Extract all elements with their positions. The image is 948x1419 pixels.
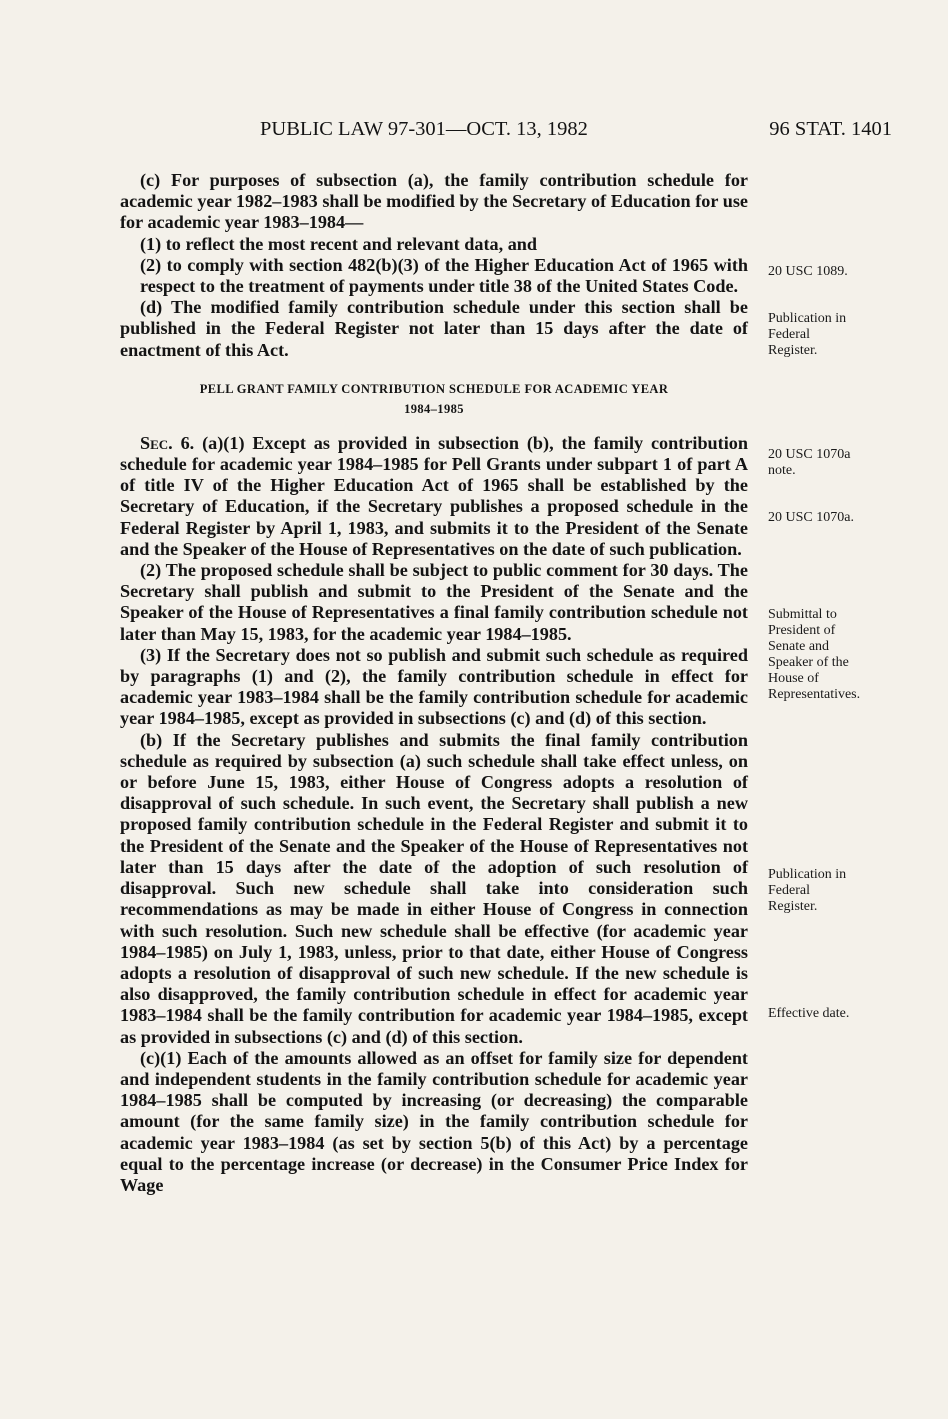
stat-citation: 96 STAT. 1401 [769, 118, 892, 140]
paragraph-c: (c) For purposes of subsection (a), the family contribution schedule for academic year 1982–1983 shall be modified by the Secretary of Education for use for academic year 1983–1984— [120, 170, 748, 233]
margin-note-line: Publication in [768, 311, 847, 326]
margin-note-text: 20 USC 1089. [768, 264, 848, 279]
margin-note-line: Submittal to [768, 607, 837, 622]
section-heading-line-2: 1984–1985 [404, 401, 464, 416]
paragraph-d: (d) The modified family contribution schedule under this section shall be published in the Federal Register not later than 15 days after the date of enactment of this Act. [120, 297, 748, 360]
page-header [120, 118, 892, 146]
margin-note-line: Representatives. [768, 687, 861, 702]
margin-note-publication-1 [768, 311, 908, 359]
section-6-a-1-text: (a)(1) Except as provided in subsection (b), the family contribution schedule for academic year 1984–1985 for Pell Grants under subpart 1 of part A of title IV of the Higher Education Act of 1965 shall be established by the Secretary of Education, if the Secretary publishes a proposed schedule in the Federal Register by April 1, 1983, and submits it to the President of the Senate and the Speaker of the House of Representatives on the date of such publication. [120, 432, 748, 559]
margin-note-effective-date [768, 1006, 908, 1022]
section-6-b: (b) If the Secretary publishes and submits the final family contribution schedule as required by subsection (a) such schedule shall take effect unless, on or before June 15, 1983, either House of Congress adopts a resolution of disapproval of such schedule. In such event, the Secretary shall publish a new proposed family contribution schedule in the Federal Register and submit it to the President of the Senate and the Speaker of the House of Representatives not later than 15 days after the date of the adoption of such resolution of disapproval. Such new schedule shall take into consideration such recommendations as may be made in either House of Congress in connection with such resolution. Such new schedule shall be effective (for academic year 1984–1985) on July 1, 1983, unless, prior to that date, either House of Congress adopts a resolution of disapproval of such new schedule. If the new schedule is also disapproved, the family contribution schedule in effect for academic year 1983–1984 shall be the family contribution for academic year 1984–1985, except as provided in subsections (c) and (d) of this section. [120, 729, 748, 1047]
section-6-a-1 [120, 433, 748, 560]
margin-note-publication-2 [768, 867, 908, 915]
section-label: Sec. 6. [140, 432, 195, 453]
section-6-a-2: (2) The proposed schedule shall be subject to public comment for 30 days. The Secretary shall publish and submit to the President of the Senate and the Speaker of the House of Representatives a final family contribution schedule not later than May 15, 1983, for the academic year 1984–1985. [120, 560, 748, 644]
margin-note-line: Register. [768, 899, 818, 914]
margin-note-20usc1070a-note [768, 447, 908, 479]
paragraph-c-2-text: (2) to comply with section 482(b)(3) of the Higher Education Act of 1965 with respect to the treatment of payments under title 38 of the United States Code. [140, 254, 748, 297]
margin-note-line: Register. [768, 343, 818, 358]
margin-note-line: Federal [768, 883, 810, 898]
margin-note-line: Publication in [768, 867, 847, 882]
margin-note-line: Speaker of the [768, 655, 849, 670]
margin-note-text: Effective date. [768, 1006, 850, 1021]
section-heading-line-1: PELL GRANT FAMILY CONTRIBUTION SCHEDULE FOR ACADEMIC YEAR [199, 381, 669, 396]
margin-note-20usc1089 [768, 264, 908, 280]
margin-note-line: 20 USC 1070a [768, 447, 851, 462]
section-6-c-1: (c)(1) Each of the amounts allowed as an offset for family size for dependent and independent students in the family contribution schedule for academic year 1984–1985 shall be computed by increasing (or decreasing) the comparable amount (for the same family size) in the family contribution schedule for academic year 1983–1984 (as set by section 5(b) of this Act) by a percentage equal to the percentage increase (or decrease) in the Consumer Price Index for Wage [120, 1047, 748, 1195]
paragraph-c-2 [120, 255, 748, 297]
margin-note-line: Senate and [768, 639, 830, 654]
paragraph-c-1: (1) to reflect the most recent and relevant data, and [140, 233, 538, 254]
margin-note-submittal [768, 607, 908, 703]
margin-note-text: 20 USC 1070a. [768, 510, 854, 525]
margin-note-line: President of [768, 623, 836, 638]
running-title: PUBLIC LAW 97-301—OCT. 13, 1982 [260, 118, 588, 140]
law-body-text [120, 170, 748, 1196]
section-heading [120, 379, 748, 419]
section-6-a-3: (3) If the Secretary does not so publish and submit such schedule as required by paragraphs (1) and (2), the family contribution schedule in effect for academic year 1983–1984 shall be the family contribution schedule for academic year 1984–1985, except as provided in subsections (c) and (d) of this section. [120, 644, 748, 729]
margin-note-line: House of [768, 671, 819, 686]
margin-note-20usc1070a [768, 510, 908, 526]
margin-note-line: note. [768, 463, 796, 478]
margin-note-line: Federal [768, 327, 810, 342]
